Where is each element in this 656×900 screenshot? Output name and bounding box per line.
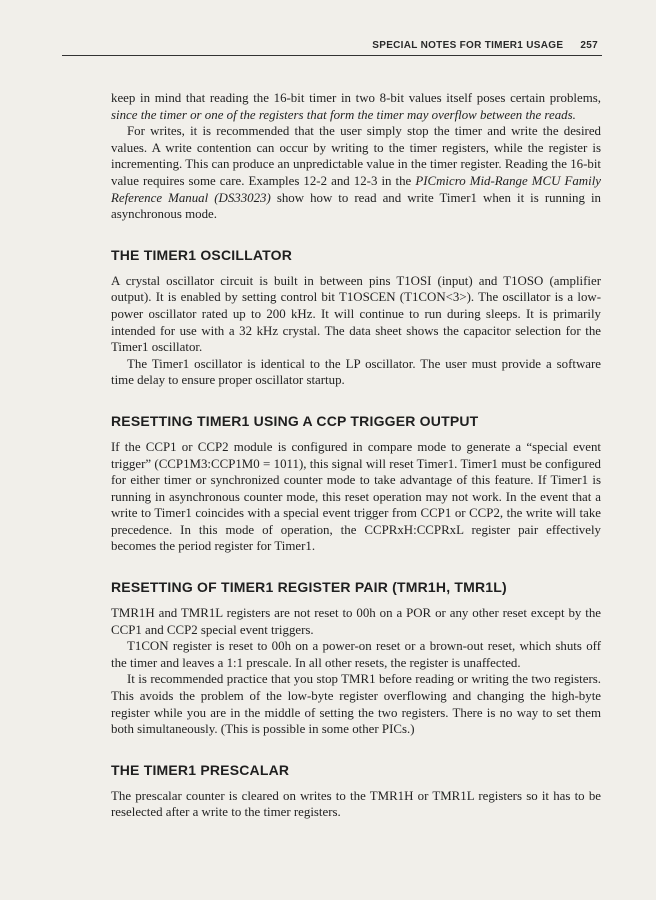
intro-paragraph-2 [111, 123, 601, 223]
intro-italic-text: since the timer or one of the registers that form the timer may overflow between the reads. [111, 107, 576, 122]
intro-paragraph-1 [111, 90, 601, 123]
intro-text: keep in mind that reading the 16-bit timer in two 8-bit values itself poses certain problems, [111, 91, 601, 105]
reference-manual-title: PICmicro Mid-Range MCU Family Reference Manual (DS33023) [111, 173, 601, 205]
section-heading-timer1-prescalar: THE TIMER1 PRESCALAR [111, 761, 290, 778]
section-heading-resetting-register-pair: RESETTING OF TIMER1 REGISTER PAIR (TMR1H, TMR1L) [111, 579, 507, 596]
section-paragraph: A crystal oscillator circuit is built in between pins T1OSI (input) and T1OSO (amplifier output). It is enabled by setting control bit T1OSCEN (T1CON<3>). The oscillator is a low-power oscillator rated up to 200 kHz. It will continue to run during sleeps. It is primarily intended for use with a 32 kHz crystal. The data sheet shows the capacitor selection for the Timer1 oscillator. [111, 273, 601, 355]
page-body [111, 90, 601, 821]
page-number: 257 [580, 40, 598, 51]
intro-text: For writes, it is recommended that the user simply stop the timer and write the desired values. A write contention can occur by writing to the timer registers, while the register is incrementing. This can produce an unpredictable value in the timer register. Reading the 16-bit value requires some care. Examples 12-2 and 12-3 in the [111, 124, 601, 188]
section-paragraph: The prescalar counter is cleared on writes to the TMR1H or TMR1L registers so it has to be reselected after a write to the timer registers. [111, 788, 601, 820]
header-rule [62, 55, 602, 56]
section-paragraph: It is recommended practice that you stop TMR1 before reading or writing the two registers. This avoids the problem of the low-byte register overflowing and changing the high-byte register while you are in the middle of setting the two registers. There is no way to set them both simultaneously. (This is possible in some other PICs.) [111, 672, 601, 737]
section-heading-resetting-timer1-ccp: RESETTING TIMER1 USING A CCP TRIGGER OUTPUT [111, 412, 479, 429]
section-paragraph: The Timer1 oscillator is identical to the LP oscillator. The user must provide a software time delay to ensure proper oscillator startup. [111, 356, 601, 388]
section-paragraph: TMR1H and TMR1L registers are not reset to 00h on a POR or any other reset except by the CCP1 and CCP2 special event triggers. [111, 606, 601, 637]
section-heading-timer1-oscillator: THE TIMER1 OSCILLATOR [111, 246, 293, 263]
running-head-title: SPECIAL NOTES FOR TIMER1 USAGE [372, 40, 564, 51]
intro-text: show how to read and write Timer1 when it is running in asynchronous mode. [111, 190, 601, 222]
section-paragraph: T1CON register is reset to 00h on a power-on reset or a brown-out reset, which shuts off the timer and leaves a 1:1 prescale. In all other resets, the register is unaffected. [111, 639, 601, 670]
section-paragraph: If the CCP1 or CCP2 module is configured in compare mode to generate a “special event trigger” (CCP1M3:CCP1M0 = 1011), this signal will reset Timer1. Timer1 must be configured for either timer or synchronized counter mode to take advantage of this feature. If Timer1 is running in asynchronous counter mode, this reset operation may not work. In the event that a write to Timer1 coincides with a special event trigger from CCP1 or CCP2, the write will take precedence. In this mode of operation, the CCPRxH:CCPRxL register pair effectively becomes the period register for Timer1. [111, 439, 601, 554]
running-head [372, 40, 598, 51]
